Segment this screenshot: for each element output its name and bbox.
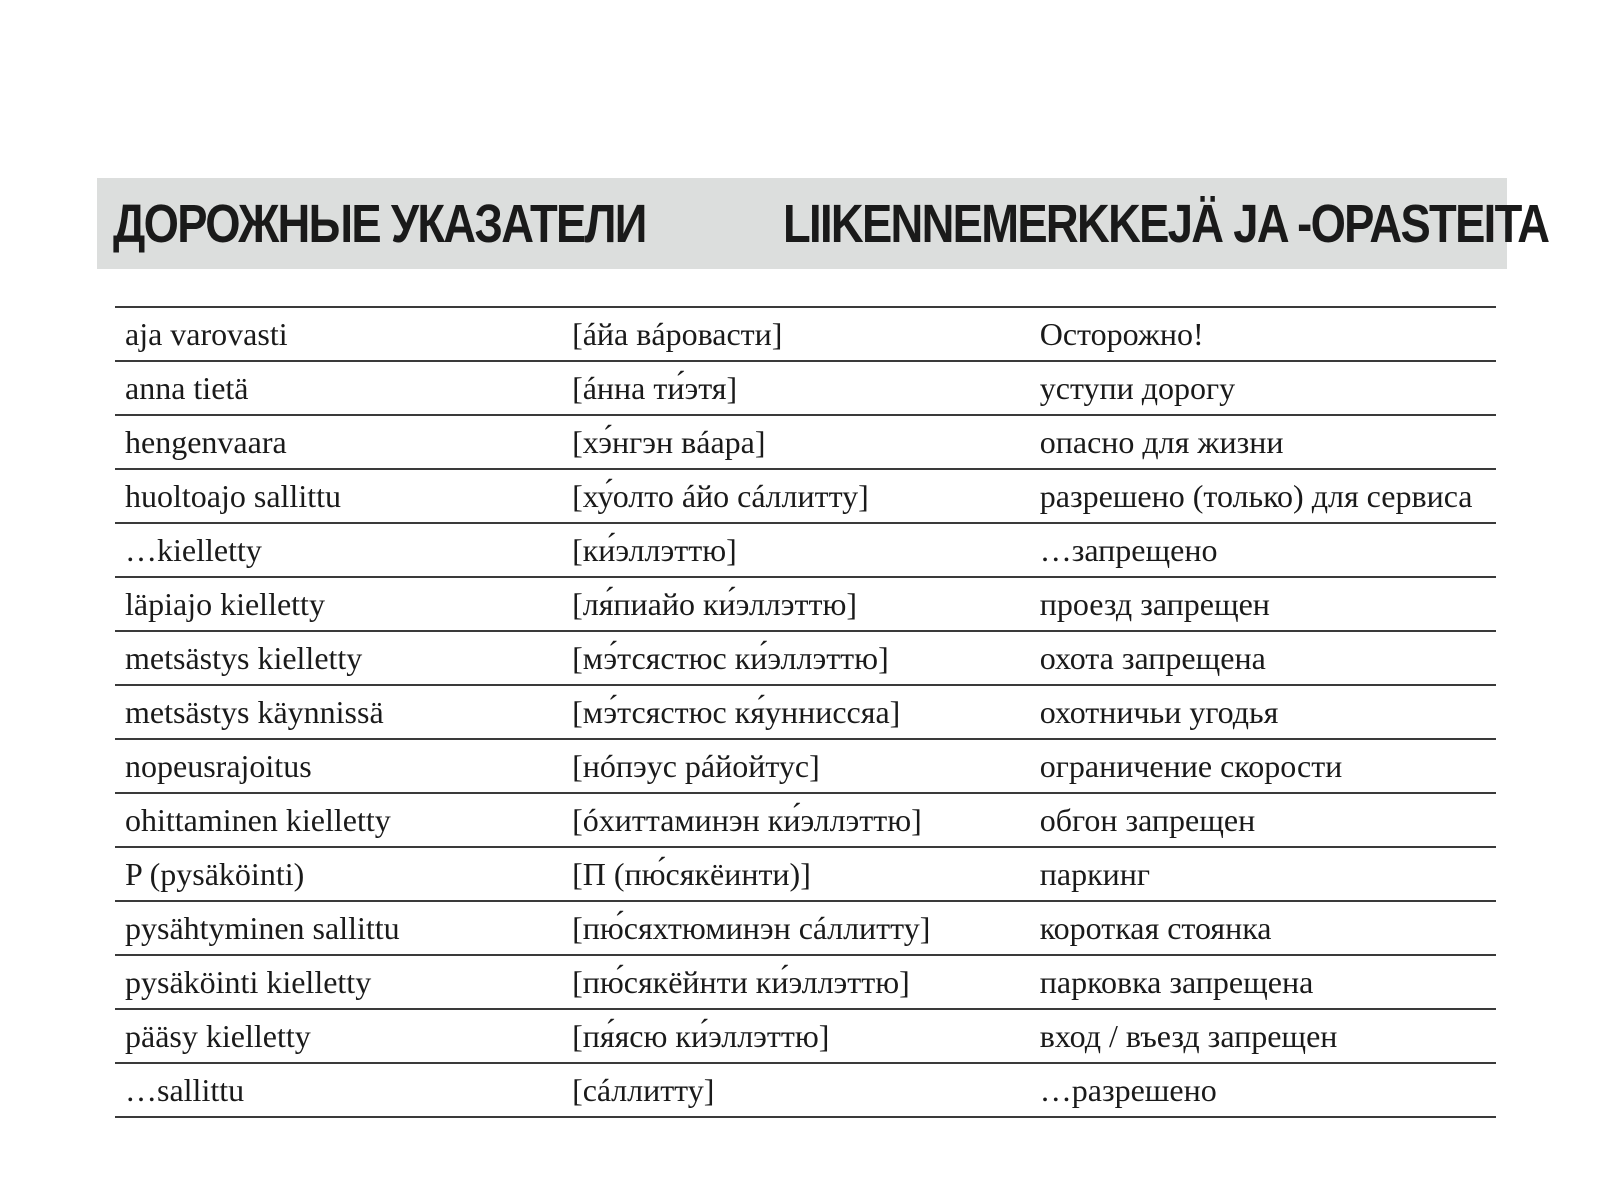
- russian-translation: обгон запрещен: [1039, 802, 1256, 838]
- phrase-table: [115, 306, 1496, 1118]
- russian-translation: вход / въезд запрещен: [1039, 1018, 1338, 1054]
- finnish-phrase: huoltoajo sallittu: [125, 478, 341, 514]
- pronunciation: [хэ́нгэн вáара]: [572, 424, 766, 460]
- finnish-phrase: metsästys käynnissä: [125, 694, 384, 730]
- russian-translation: охотничьи угодья: [1039, 694, 1279, 730]
- table-row: [115, 361, 1496, 415]
- russian-translation: …запрещено: [1039, 532, 1218, 568]
- pronunciation: [мэ́тсястюс ки́эллэттю]: [572, 640, 889, 676]
- pronunciation: [ху́олто áйо сáллитту]: [572, 478, 869, 514]
- table-row: [115, 307, 1496, 361]
- pronunciation: [ки́эллэттю]: [572, 532, 737, 568]
- section-header: [97, 178, 1549, 269]
- pronunciation: [óхиттаминэн ки́эллэттю]: [572, 802, 922, 838]
- finnish-phrase: aja varovasti: [125, 316, 288, 352]
- header-title-ru: ДОРОЖНЫЕ УКАЗАТЕЛИ: [113, 193, 646, 254]
- russian-translation: охота запрещена: [1039, 640, 1266, 676]
- finnish-phrase: hengenvaara: [125, 424, 287, 460]
- russian-translation: опасно для жизни: [1039, 424, 1284, 460]
- table-row: [115, 793, 1496, 847]
- pronunciation: [пя́ясю ки́эллэттю]: [572, 1018, 830, 1054]
- finnish-phrase: pääsy kielletty: [125, 1018, 311, 1054]
- header-title-fi: LIIKENNEMERKKEJÄ JA -OPASTEITA: [783, 193, 1549, 254]
- table-row: [115, 415, 1496, 469]
- table-row: [115, 901, 1496, 955]
- finnish-phrase: …kielletty: [125, 532, 262, 568]
- finnish-phrase: anna tietä: [125, 370, 249, 406]
- finnish-phrase: metsästys kielletty: [125, 640, 363, 676]
- table-row: [115, 1009, 1496, 1063]
- table-row: [115, 469, 1496, 523]
- pronunciation: [П (пю́сякёинти)]: [572, 856, 811, 892]
- table-row: [115, 577, 1496, 631]
- table-row: [115, 631, 1496, 685]
- finnish-phrase: …sallittu: [125, 1072, 245, 1108]
- table-row: [115, 955, 1496, 1009]
- table-row: [115, 847, 1496, 901]
- russian-translation: короткая стоянка: [1039, 910, 1272, 946]
- finnish-phrase: pysähtyminen sallittu: [125, 910, 400, 946]
- table-row: [115, 739, 1496, 793]
- russian-translation: …разрешено: [1039, 1072, 1217, 1108]
- russian-translation: уступи дорогу: [1039, 370, 1236, 406]
- russian-translation: Осторожно!: [1039, 316, 1204, 352]
- finnish-phrase: ohittaminen kielletty: [125, 802, 391, 838]
- finnish-phrase: nopeusrajoitus: [125, 748, 312, 784]
- russian-translation: разрешено (только) для сервиса: [1039, 478, 1473, 514]
- pronunciation: [мэ́тсястюс кя́унниссяа]: [572, 694, 901, 730]
- pronunciation: [сáллитту]: [572, 1072, 715, 1108]
- pronunciation: [пю́сяхтюминэн сáллитту]: [572, 910, 931, 946]
- pronunciation: [пю́сякёйнти ки́эллэттю]: [572, 964, 910, 1000]
- phrase-table-body: [115, 307, 1496, 1117]
- russian-translation: ограничение скорости: [1039, 748, 1343, 784]
- pronunciation: [нóпэус рáйойтус]: [572, 748, 820, 784]
- pronunciation: [ля́пиайо ки́эллэттю]: [572, 586, 858, 622]
- table-row: [115, 685, 1496, 739]
- table-row: [115, 1063, 1496, 1117]
- finnish-phrase: P (pysäköinti): [125, 856, 305, 892]
- pronunciation: [áнна ти́этя]: [572, 370, 738, 406]
- russian-translation: парковка запрещена: [1039, 964, 1314, 1000]
- finnish-phrase: läpiajo kielletty: [125, 586, 325, 622]
- pronunciation: [áйа вáровасти]: [572, 316, 783, 352]
- russian-translation: паркинг: [1039, 856, 1150, 892]
- table-row: [115, 523, 1496, 577]
- russian-translation: проезд запрещен: [1039, 586, 1270, 622]
- finnish-phrase: pysäköinti kielletty: [125, 964, 372, 1000]
